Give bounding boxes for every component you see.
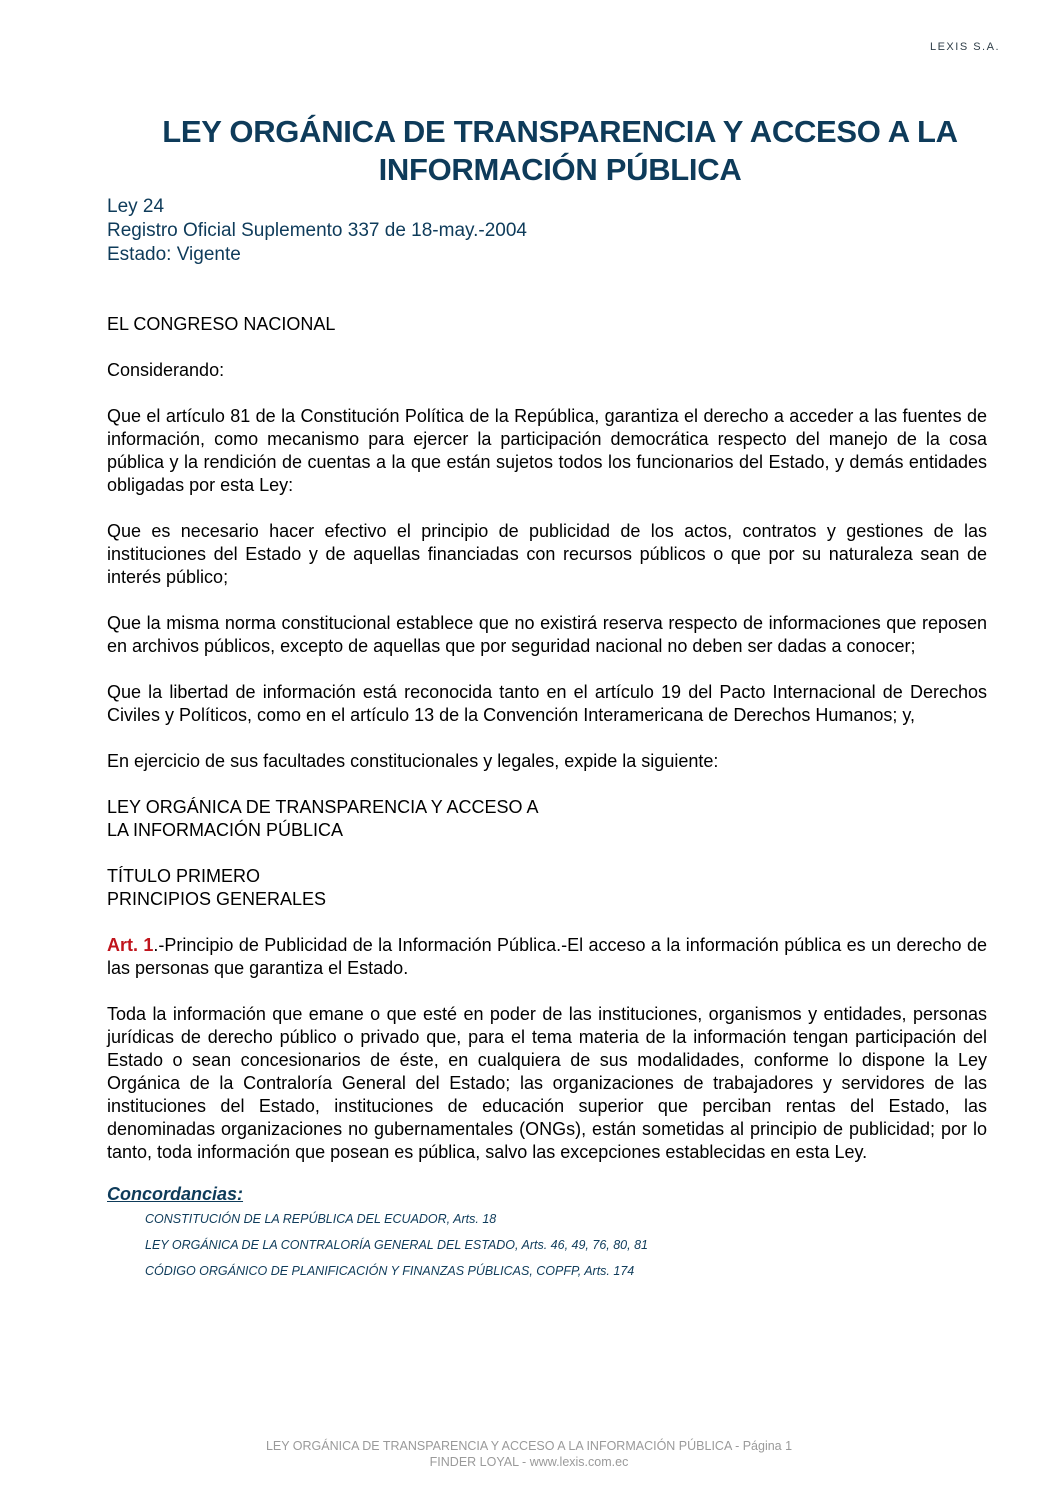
meta-registro: Registro Oficial Suplemento 337 de 18-may.-2004 bbox=[107, 220, 527, 241]
article-text: .-Principio de Publicidad de la Información Pública.-El acceso a la información pública es un derecho de las personas que garantiza el Estado. bbox=[107, 935, 987, 978]
article-paragraph: Toda la información que emane o que esté en poder de las instituciones, organismos y entidades, personas jurídicas de derecho público o privado que, para el tema materia de la información tengan participación del Estado o sean concesionarios de éste, en cualquiera de sus modalidades, conforme lo dispone la Ley Orgánica de la Contraloría General del Estado; las organizaciones de trabajadores y servidores de las instituciones del Estado, instituciones de educación superior que perciban rentas del Estado, las denominadas organizaciones no gubernamentales (ONGs), están sometidas al principio de publicidad; por lo tanto, toda información que posean es pública, salvo las excepciones establecidas en esta Ley. bbox=[107, 1004, 987, 1162]
footer-line-1: LEY ORGÁNICA DE TRANSPARENCIA Y ACCESO A LA INFORMACIÓN PÚBLICA - Página 1 bbox=[265, 1439, 793, 1453]
paragraph: Que la misma norma constitucional establece que no existirá reserva respecto de informaciones que reposen en archivos públicos, excepto de aquellas que por seguridad nacional no deben ser dadas a conocer; bbox=[107, 613, 987, 656]
meta-ley: Ley 24 bbox=[107, 196, 165, 217]
law-name-line-2: LA INFORMACIÓN PÚBLICA bbox=[107, 820, 344, 840]
publisher-header: LEXIS S.A. bbox=[929, 41, 1000, 53]
title-line-2: INFORMACIÓN PÚBLICA bbox=[378, 152, 742, 187]
meta-estado: Estado: Vigente bbox=[107, 244, 241, 265]
concordancia-item: CÓDIGO ORGÁNICO DE PLANIFICACIÓN Y FINANZAS PÚBLICAS, COPFP, Arts. 174 bbox=[145, 1264, 635, 1278]
congreso-heading: EL CONGRESO NACIONAL bbox=[107, 314, 336, 334]
concordancia-item: CONSTITUCIÓN DE LA REPÚBLICA DEL ECUADOR, Arts. 18 bbox=[145, 1212, 497, 1226]
document-title bbox=[100, 113, 1020, 189]
document-body bbox=[107, 313, 987, 1290]
law-name bbox=[107, 796, 987, 842]
concordancia-item: LEY ORGÁNICA DE LA CONTRALORÍA GENERAL DEL ESTADO, Arts. 46, 49, 76, 80, 81 bbox=[145, 1238, 648, 1252]
title-line-1: LEY ORGÁNICA DE TRANSPARENCIA Y ACCESO A LA bbox=[162, 114, 958, 149]
titulo bbox=[107, 865, 987, 911]
titulo-line-1: TÍTULO PRIMERO bbox=[107, 866, 261, 886]
paragraph: Que es necesario hacer efectivo el principio de publicidad de los actos, contratos y gestiones de las instituciones del Estado y de aquellas financiadas con recursos públicos o que por su naturaleza sean de interés público; bbox=[107, 521, 987, 587]
article-1 bbox=[107, 934, 987, 980]
law-name-line-1: LEY ORGÁNICA DE TRANSPARENCIA Y ACCESO A bbox=[107, 797, 539, 817]
concordancias-title: Concordancias: bbox=[107, 1184, 244, 1204]
considerando-heading: Considerando: bbox=[107, 360, 225, 380]
page-footer bbox=[0, 1438, 1058, 1470]
paragraph: Que la libertad de información está reconocida tanto en el artículo 19 del Pacto Internacional de Derechos Civiles y Políticos, como en el artículo 13 de la Convención Interamericana de Derechos Humanos; y, bbox=[107, 682, 987, 725]
article-label: Art. 1 bbox=[107, 935, 154, 955]
titulo-line-2: PRINCIPIOS GENERALES bbox=[107, 889, 327, 909]
paragraph: En ejercicio de sus facultades constitucionales y legales, expide la siguiente: bbox=[107, 751, 719, 771]
document-meta bbox=[107, 195, 527, 267]
paragraph: Que el artículo 81 de la Constitución Política de la República, garantiza el derecho a acceder a las fuentes de información, como mecanismo para ejercer la participación democrática respecto del manejo de la cosa pública y la rendición de cuentas a la que están sujetos todos los funcionarios del Estado, y demás entidades obligadas por esta Ley: bbox=[107, 406, 987, 495]
footer-line-2: FINDER LOYAL - www.lexis.com.ec bbox=[429, 1455, 629, 1469]
